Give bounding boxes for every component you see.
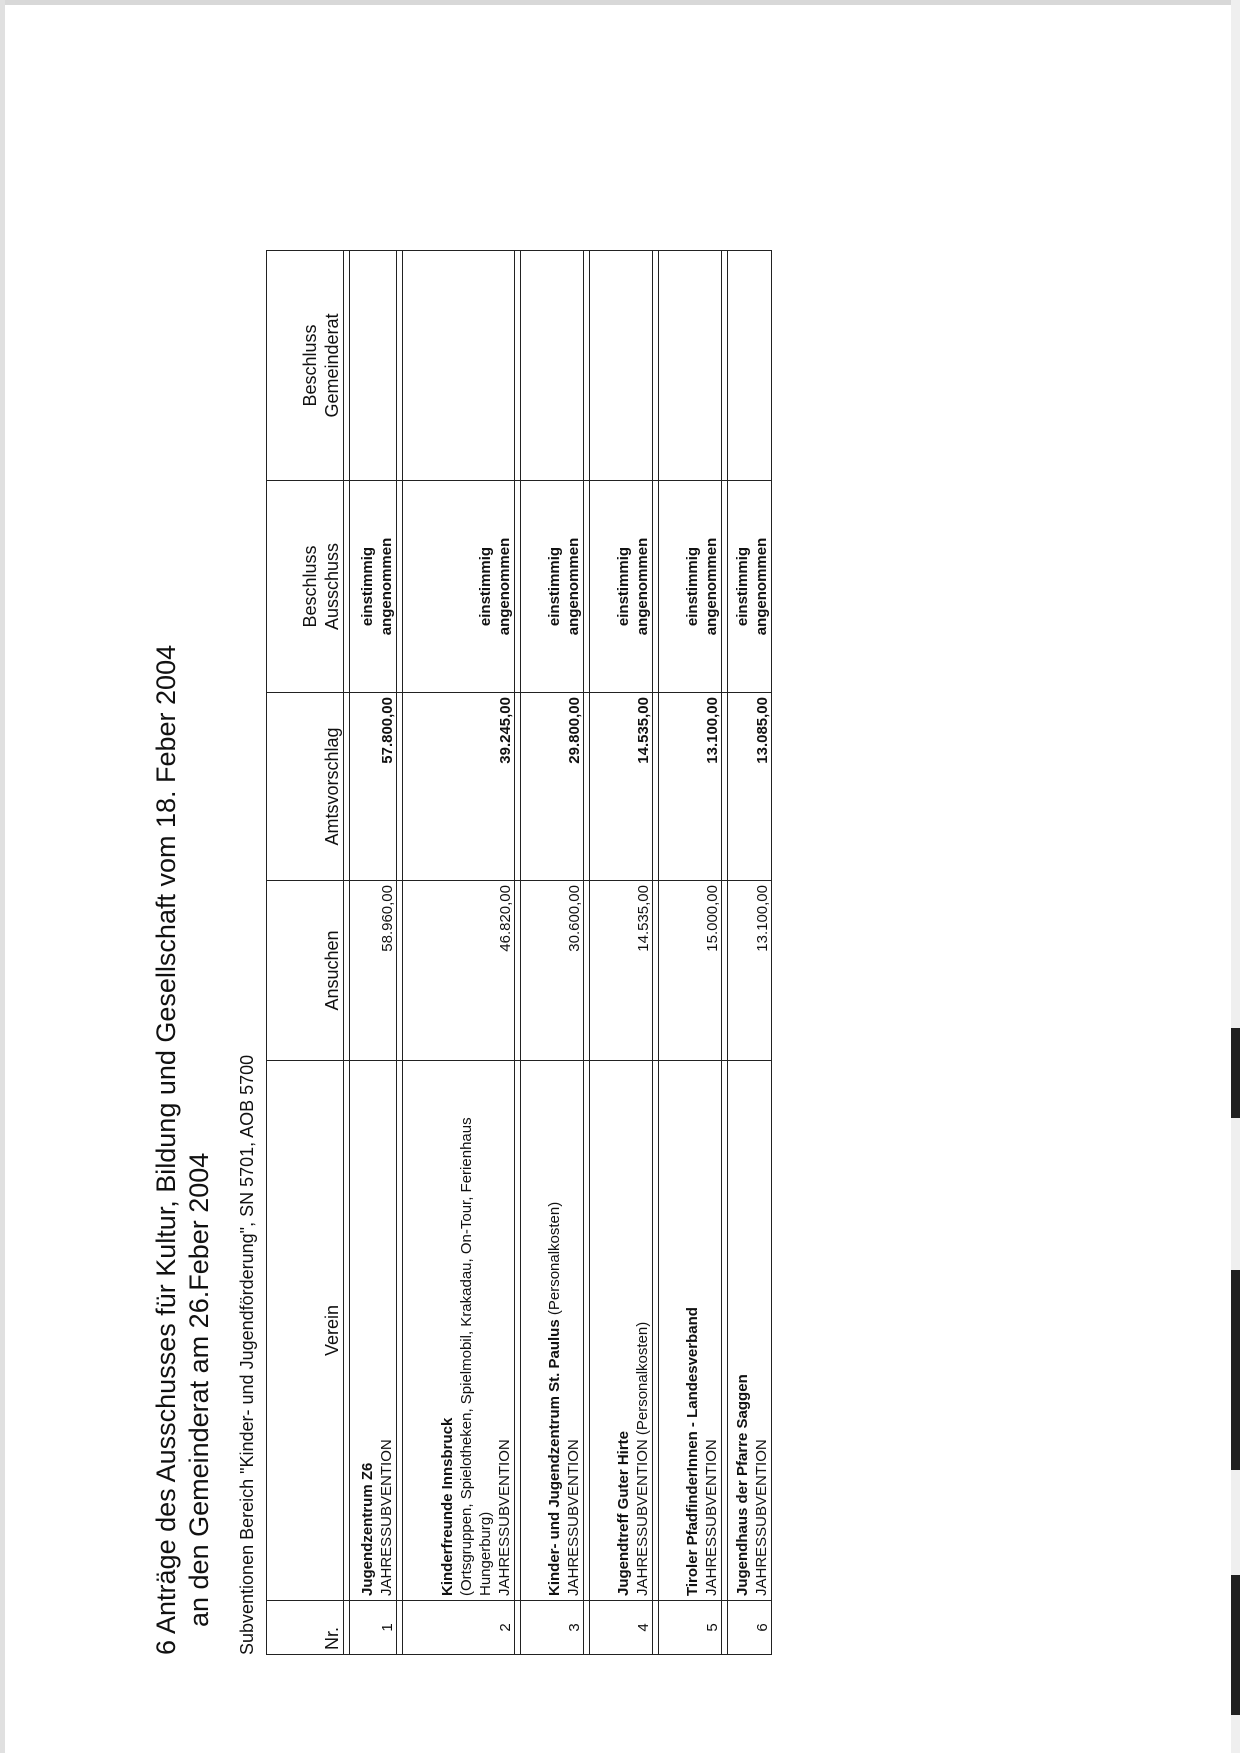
status-line2: angenommen <box>703 537 720 636</box>
row-beschluss-gemeinderat <box>521 251 584 481</box>
table-header-row <box>267 251 344 1655</box>
row-nr: 4 <box>590 1601 653 1655</box>
status-line2: angenommen <box>565 537 582 636</box>
verein-name: Jugendzentrum Z6 <box>359 1462 376 1596</box>
scan-edge-mark <box>1231 1028 1240 1118</box>
status-line1: einstimmig <box>734 546 751 627</box>
verein-name: Kinderfreunde Innsbruck <box>439 1417 456 1596</box>
status-line2: angenommen <box>634 537 651 636</box>
verein-kind: JAHRESSUBVENTION <box>565 1439 582 1596</box>
status-line1: einstimmig <box>546 546 563 627</box>
title-line-1: 6 Anträge des Ausschusses für Kultur, Bildung und Gesellschaft vom 18. Feber 2004 <box>151 644 181 1655</box>
verein-note: (Personalkosten) <box>546 1201 563 1320</box>
verein-kind: JAHRESSUBVENTION <box>496 1439 513 1596</box>
rotated-document-sheet <box>150 235 771 1655</box>
row-beschluss-ausschuss <box>728 481 772 693</box>
scan-edge-right <box>1231 0 1240 1753</box>
row-verein <box>659 1061 722 1601</box>
table-row <box>590 251 653 1655</box>
table-row <box>728 251 772 1655</box>
scan-edge-mark <box>1231 1575 1240 1715</box>
status-line1: einstimmig <box>684 546 701 627</box>
row-beschluss-ausschuss <box>403 481 515 693</box>
col-header-nr: Nr. <box>267 1601 344 1655</box>
row-verein <box>728 1061 772 1601</box>
scan-edge-left <box>0 0 5 1753</box>
scan-edge-mark <box>1231 1270 1240 1470</box>
verein-kind: JAHRESSUBVENTION <box>753 1439 770 1596</box>
row-amtsvorschlag: 57.800,00 <box>350 693 397 881</box>
verein-note: (Ortsgruppen, Spielotheken, Spielmobil, Krakadau, On-Tour, Ferienhaus Hungerburg) <box>458 1117 494 1596</box>
status-line1: einstimmig <box>477 546 494 627</box>
verein-name: Tiroler PfadfinderInnen - Landesverband <box>684 1307 701 1596</box>
row-beschluss-gemeinderat <box>659 251 722 481</box>
row-beschluss-gemeinderat <box>403 251 515 481</box>
col-header-beschluss-gemeinderat-line1: Beschluss <box>300 324 320 407</box>
col-header-amtsvorschlag: Amtsvorschlag <box>267 693 344 881</box>
col-header-beschluss-gemeinderat <box>267 251 344 481</box>
row-amtsvorschlag: 13.100,00 <box>659 693 722 881</box>
row-beschluss-gemeinderat <box>728 251 772 481</box>
row-nr: 6 <box>728 1601 772 1655</box>
verein-name: Jugendhaus der Pfarre Saggen <box>734 1374 751 1596</box>
verein-kind: JAHRESSUBVENTION <box>703 1439 720 1596</box>
row-amtsvorschlag: 13.085,00 <box>728 693 772 881</box>
subsidy-table <box>266 250 772 1655</box>
row-beschluss-ausschuss <box>350 481 397 693</box>
verein-kind: JAHRESSUBVENTION (Personalkosten) <box>634 1321 651 1596</box>
row-verein <box>403 1061 515 1601</box>
verein-kind: JAHRESSUBVENTION <box>378 1439 395 1596</box>
row-beschluss-ausschuss <box>521 481 584 693</box>
row-ansuchen: 14.535,00 <box>590 881 653 1061</box>
table-row <box>403 251 515 1655</box>
row-verein <box>590 1061 653 1601</box>
row-beschluss-gemeinderat <box>590 251 653 481</box>
document-subtitle: Subventionen Bereich "Kinder- und Jugendförderung", SN 5701, AOB 5700 <box>237 1054 257 1655</box>
scan-edge-top <box>0 0 1240 5</box>
col-header-beschluss-ausschuss-line1: Beschluss <box>300 545 320 628</box>
status-line1: einstimmig <box>615 546 632 627</box>
document-title <box>150 435 216 1655</box>
row-ansuchen: 13.100,00 <box>728 881 772 1061</box>
col-header-beschluss-ausschuss-line2: Ausschuss <box>322 542 342 631</box>
row-amtsvorschlag: 14.535,00 <box>590 693 653 881</box>
row-nr: 2 <box>403 1601 515 1655</box>
row-nr: 3 <box>521 1601 584 1655</box>
status-line2: angenommen <box>753 537 770 636</box>
row-verein <box>350 1061 397 1601</box>
row-beschluss-ausschuss <box>659 481 722 693</box>
status-line1: einstimmig <box>359 546 376 627</box>
col-header-verein: Verein <box>267 1061 344 1601</box>
row-nr: 1 <box>350 1601 397 1655</box>
table-row <box>350 251 397 1655</box>
row-ansuchen: 58.960,00 <box>350 881 397 1061</box>
status-line2: angenommen <box>378 537 395 636</box>
row-beschluss-ausschuss <box>590 481 653 693</box>
col-header-beschluss-ausschuss <box>267 481 344 693</box>
row-beschluss-gemeinderat <box>350 251 397 481</box>
col-header-beschluss-gemeinderat-line2: Gemeinderat <box>322 313 342 418</box>
verein-name: Jugendtreff Guter Hirte <box>615 1430 632 1596</box>
verein-name: Kinder- und Jugendzentrum St. Paulus <box>546 1319 563 1596</box>
table-row <box>521 251 584 1655</box>
status-line2: angenommen <box>496 537 513 636</box>
row-verein <box>521 1061 584 1601</box>
row-ansuchen: 30.600,00 <box>521 881 584 1061</box>
col-header-ansuchen: Ansuchen <box>267 881 344 1061</box>
row-ansuchen: 15.000,00 <box>659 881 722 1061</box>
table-row <box>659 251 722 1655</box>
row-ansuchen: 46.820,00 <box>403 881 515 1061</box>
row-amtsvorschlag: 39.245,00 <box>403 693 515 881</box>
row-nr: 5 <box>659 1601 722 1655</box>
row-amtsvorschlag: 29.800,00 <box>521 693 584 881</box>
title-line-2: an den Gemeinderat am 26.Feber 2004 <box>184 1152 214 1627</box>
